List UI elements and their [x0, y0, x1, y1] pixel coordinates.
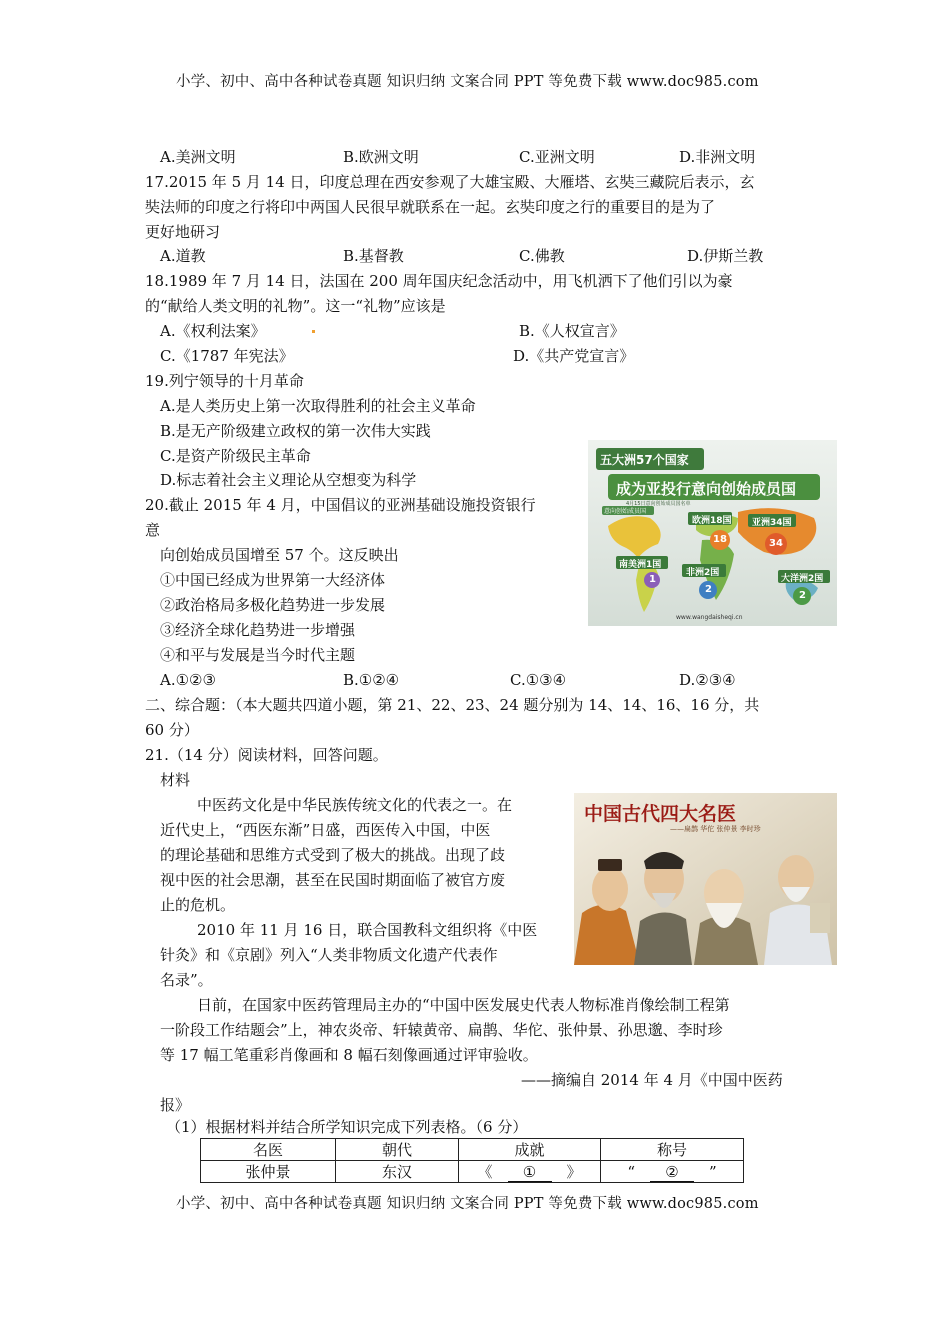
q20-item-2: ②政治格局多极化趋势进一步发展	[160, 596, 386, 614]
aiib-number-europe: 18	[713, 534, 727, 545]
page-footer: 小学、初中、高中各种试卷真题 知识归纳 文案合同 PPT 等免费下载 www.doc985.com	[176, 1196, 759, 1212]
q21-source-line-2: 报》	[160, 1096, 191, 1114]
table-header-dynasty: 朝代	[336, 1139, 459, 1161]
q17-line-3: 更好地研习	[145, 223, 221, 241]
achievement-blank[interactable]: ①	[508, 1163, 552, 1182]
q20-option-a: A.①②③	[160, 671, 216, 689]
q17-option-d: D.伊斯兰教	[687, 247, 764, 265]
aiib-number-africa: 2	[705, 584, 712, 595]
four-doctors-title: 中国古代四大名医	[584, 803, 737, 825]
q20-line-2: 意	[145, 521, 161, 539]
q21-para3-line-3: 等 17 幅工笔重彩肖像画和 8 幅石刻像画通过评审验收。	[160, 1046, 538, 1064]
aiib-website: www.wangdaisheqi.cn	[676, 614, 743, 621]
q20-option-b: B.①②④	[343, 671, 400, 689]
q20-item-1: ①中国已经成为世界第一大经济体	[160, 571, 386, 589]
q20-line-1: 20.截止 2015 年 4 月，中国倡议的亚洲基础设施投资银行	[145, 496, 536, 514]
title-blank[interactable]: ②	[650, 1163, 694, 1182]
q19-option-c: C.是资产阶级民主革命	[160, 447, 311, 465]
q20-item-4: ④和平与发展是当今时代主题	[160, 646, 356, 664]
aiib-section-tag: 意向创始成员国	[604, 508, 647, 515]
q21-para2-line-1: 2010 年 11 月 16 日，联合国教科文组织将《中医	[197, 921, 538, 939]
aiib-label-south-america: 南美洲1国	[619, 560, 662, 570]
aiib-number-south-america: 1	[649, 574, 656, 585]
table-header-row	[201, 1139, 744, 1161]
table-header-name: 名医	[201, 1139, 336, 1161]
aiib-number-asia: 34	[769, 538, 783, 549]
aiib-number-oceania: 2	[799, 590, 806, 601]
q20-item-3: ③经济全球化趋势进一步增强	[160, 621, 356, 639]
table-cell-dynasty: 东汉	[336, 1161, 459, 1183]
section-2-line-1: 二、综合题：（本大题共四道小题，第 21、22、23、24 题分别为 14、14、16、16 分，共	[145, 696, 760, 714]
q18-option-b: B.《人权宣言》	[519, 322, 625, 340]
q21-sub-question-1: （1）根据材料并结合所学知识完成下列表格。（6 分）	[166, 1118, 528, 1136]
q21-source-line-1: ——摘编自 2014 年 4 月《中国中医药	[521, 1071, 783, 1089]
q20-option-c: C.①③④	[510, 671, 567, 689]
four-doctors-subtitle: ——扁鹊 华佗 张仲景 李时珍	[670, 825, 761, 833]
aiib-map-image	[588, 440, 837, 626]
aiib-banner-top: 五大洲57个国家	[600, 453, 689, 467]
q17-option-b: B.基督教	[343, 247, 404, 265]
q21-para1-line-2: 近代史上，“西医东渐”日盛，西医传入中国，中医	[160, 821, 491, 839]
q21-para1-line-3: 的理论基础和思维方式受到了极大的挑战。出现了歧	[160, 846, 506, 864]
q21-para2-line-3: 名录”。	[160, 971, 213, 989]
section-2-line-2: 60 分）	[145, 721, 199, 739]
table-cell-achievement: 《 ① 》	[459, 1161, 601, 1183]
q18-option-d: D.《共产党宣言》	[513, 347, 635, 365]
table-header-achievement: 成就	[459, 1139, 601, 1161]
q18-option-c: C.《1787 年宪法》	[160, 347, 294, 365]
q21-para1-line-4: 视中医的社会思潮，甚至在民国时期面临了被官方废	[160, 871, 506, 889]
table-row	[201, 1161, 744, 1183]
q18-line-2: 的“献给人类文明的礼物”。这一“礼物”应该是	[145, 297, 446, 315]
q18-option-a: A.《权利法案》	[160, 322, 266, 340]
aiib-banner-main: 成为亚投行意向创始成员国	[616, 480, 797, 498]
page-header: 小学、初中、高中各种试卷真题 知识归纳 文案合同 PPT 等免费下载 www.doc985.com	[176, 74, 759, 90]
q19-option-a: A.是人类历史上第一次取得胜利的社会主义革命	[160, 397, 476, 415]
aiib-label-oceania: 大洋洲2国	[781, 574, 824, 584]
q20-option-d: D.②③④	[679, 671, 736, 689]
four-doctors-image	[574, 793, 837, 965]
q21-para3-line-2: 一阶段工作结题会”上，神农炎帝、轩辕黄帝、扁鹊、华佗、张仲景、孙思邈、李时珍	[160, 1021, 723, 1039]
q21-stem: 21.（14 分）阅读材料，回答问题。	[145, 746, 388, 764]
q17-line-2: 奘法师的印度之行将印中两国人民很早就联系在一起。玄奘印度之行的重要目的是为了	[145, 198, 716, 216]
q17-option-a: A.道教	[160, 247, 206, 265]
aiib-small-note: 4月15日意向创始成员国名单	[626, 501, 691, 507]
q19-option-b: B.是无产阶级建立政权的第一次伟大实践	[160, 422, 431, 440]
q19-option-d: D.标志着社会主义理论从空想变为科学	[160, 471, 417, 489]
q21-para2-line-2: 针灸》和《京剧》列入“人类非物质文化遗产代表作	[160, 946, 498, 964]
aiib-label-africa: 非洲2国	[686, 568, 720, 578]
q16-option-c: C.亚洲文明	[519, 148, 595, 166]
q17-option-c: C.佛教	[519, 247, 565, 265]
q18-line-1: 18.1989 年 7 月 14 日，法国在 200 周年国庆纪念活动中，用飞机洒下了他们引以为豪	[145, 272, 733, 290]
q21-para1-line-5: 止的危机。	[160, 896, 236, 914]
q16-option-d: D.非洲文明	[679, 148, 756, 166]
table-cell-name: 张仲景	[201, 1161, 336, 1183]
table-header-title: 称号	[601, 1139, 744, 1161]
aiib-label-europe: 欧洲18国	[692, 516, 732, 526]
q21-material-label: 材料	[160, 771, 191, 789]
q19-stem: 19.列宁领导的十月革命	[145, 372, 304, 390]
stray-dot	[312, 330, 315, 333]
q17-line-1: 17.2015 年 5 月 14 日，印度总理在西安参观了大雄宝殿、大雁塔、玄奘三藏院后表示，玄	[145, 173, 755, 191]
q16-option-b: B.欧洲文明	[343, 148, 419, 166]
q20-line-3: 向创始成员国增至 57 个。这反映出	[160, 546, 399, 564]
doctor-table	[200, 1138, 744, 1183]
table-cell-title: “ ② ”	[601, 1161, 744, 1183]
q21-para3-line-1: 日前，在国家中医药管理局主办的“中国中医发展史代表人物标准肖像绘制工程第	[197, 996, 730, 1014]
aiib-label-asia: 亚洲34国	[752, 518, 792, 528]
q21-para1-line-1: 中医药文化是中华民族传统文化的代表之一。在	[197, 796, 513, 814]
q16-option-a: A.美洲文明	[160, 148, 236, 166]
